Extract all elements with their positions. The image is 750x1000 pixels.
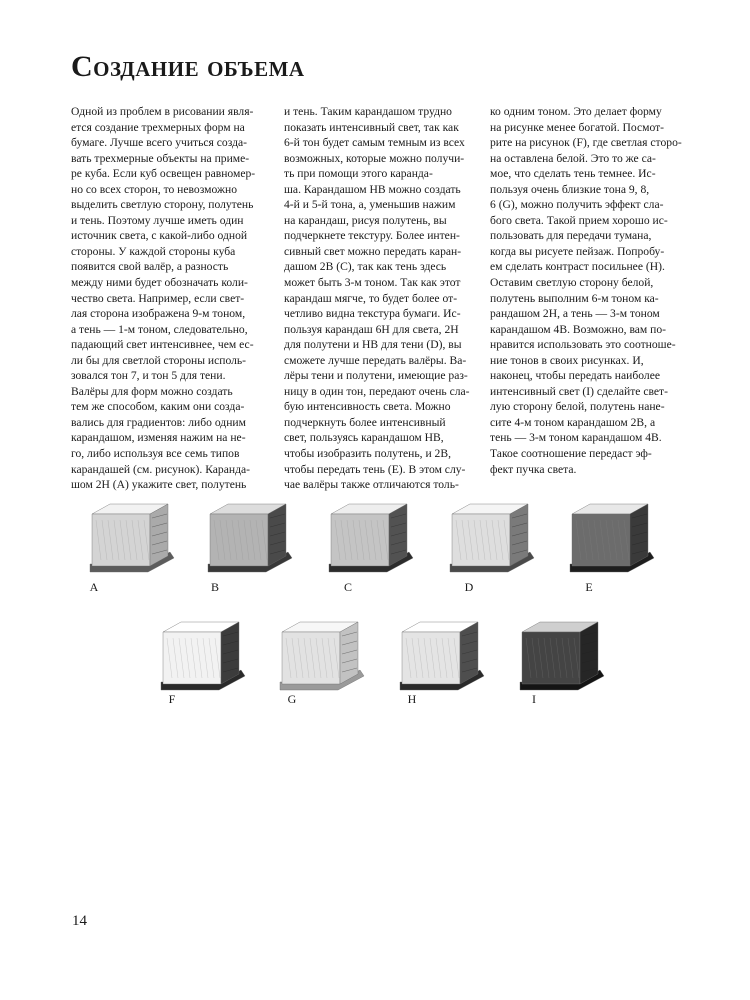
- text-line: стороны. У каждой стороны куба: [71, 244, 236, 258]
- text-line: падающий свет интенсивнее, чем ес-: [71, 338, 254, 352]
- cube-side-face: [150, 504, 168, 566]
- page-number: 14: [72, 913, 87, 929]
- cube-side-face: [389, 504, 407, 566]
- text-line: 6 (G), можно получить эффект сла-: [490, 198, 664, 212]
- text-line: шом 2H (А) укажите свет, полутень: [71, 478, 247, 492]
- text-line: лая сторона изображена 9-м тоном,: [71, 307, 246, 321]
- cube-label: C: [343, 580, 352, 594]
- text-line: для полутени и HB для тени (D), вы: [284, 338, 462, 352]
- text-line: может быть 3-м тоном. Так как этот: [284, 276, 461, 290]
- cube-label: H: [407, 692, 417, 706]
- text-line: свет, пользуясь карандашом HB,: [284, 431, 444, 445]
- cube-label: D: [464, 580, 474, 594]
- text-line: бую интенсивность света. Можно: [284, 400, 451, 414]
- text-line: Такое соотношение передаст эф-: [490, 447, 652, 461]
- text-line: источник света, с какой-либо одной: [71, 229, 248, 243]
- text-line: ется создание трехмерных форм на: [71, 120, 245, 134]
- cube-label: A: [89, 580, 99, 594]
- text-line: а тень — 1-м тоном, следовательно,: [71, 322, 248, 336]
- text-line: рите на рисунок (F), где светлая сторо-: [490, 136, 682, 150]
- text-line: Одной из проблем в рисовании явля-: [71, 105, 254, 118]
- text-line: лёры тени и полутени, имеющие раз-: [284, 369, 468, 383]
- text-line: сможете лучше передать валёры. Ва-: [284, 353, 467, 367]
- text-line: ть при помощи этого каранда-: [284, 167, 433, 181]
- text-line: карандаш мягче, то будет более от-: [284, 291, 458, 305]
- text-line: лую сторону белой, полутень нане-: [490, 400, 665, 414]
- cube-label: F: [168, 692, 176, 706]
- text-line: бумаге. Лучше всего учиться созда-: [71, 136, 248, 150]
- cube-label: I: [532, 692, 536, 706]
- page-title: Создание объема: [71, 50, 305, 83]
- text-line: Валёры для форм можно создать: [71, 384, 233, 398]
- text-line: вались для градиентов: либо одним: [71, 415, 246, 429]
- text-line: четливо видна текстура бумаги. Ис-: [284, 307, 461, 321]
- text-column-3: [490, 104, 695, 477]
- text-line: ем сделать контраст посильнее (H).: [490, 260, 665, 274]
- text-column-2: [284, 104, 489, 493]
- cube-label: E: [585, 580, 593, 594]
- text-line: ко одним тоном. Это делает форму: [490, 105, 662, 118]
- text-line: между ними будет обозначать коли-: [71, 276, 248, 290]
- text-line: возможных, которые можно получи-: [284, 151, 465, 165]
- text-line: ли бы для светлой стороны исполь-: [71, 353, 247, 367]
- text-line: и тень. Поэтому лучше иметь один: [71, 213, 244, 227]
- cube-side-face: [580, 622, 598, 684]
- text-line: карандашом 4B. Возможно, вам по-: [490, 322, 667, 336]
- text-line: пользовать для передачи тумана,: [490, 229, 652, 243]
- cube-side-face: [510, 504, 528, 566]
- text-line: бого света. Такой прием хорошо ис-: [490, 213, 668, 227]
- text-line: появится свой валёр, а разность: [71, 260, 229, 274]
- text-line: и тень. Таким карандашом трудно: [284, 105, 452, 118]
- cube-drawing: [159, 618, 249, 698]
- cube-side-face: [630, 504, 648, 566]
- text-line: го, либо используя все семь типов: [71, 447, 240, 461]
- cube-drawing: [448, 500, 538, 580]
- text-line: нравится использовать это соотноше-: [490, 338, 676, 352]
- text-line: тем же способом, каким они созда-: [71, 400, 245, 414]
- cube-drawing: [278, 618, 368, 698]
- text-line: мое, что сделать тень темнее. Ис-: [490, 167, 656, 181]
- text-line: фект пучка света.: [490, 462, 577, 476]
- cube-drawing: [398, 618, 488, 698]
- text-line: Оставим светлую сторону белой,: [490, 276, 654, 290]
- text-line: дашом 2B (С), так как тень здесь: [284, 260, 447, 274]
- cube-side-face: [340, 622, 358, 684]
- cube-label: B: [210, 580, 219, 594]
- text-line: подчеркнуть более интенсивный: [284, 415, 446, 429]
- cube-side-face: [268, 504, 286, 566]
- text-line: на рисунке менее богатой. Посмот-: [490, 120, 665, 134]
- text-line: пользуя карандаш 6H для света, 2H: [284, 322, 459, 336]
- text-line: карандашей (см. рисунок). Каранда-: [71, 462, 250, 476]
- text-line: сивный свет можно передать каран-: [284, 244, 462, 258]
- text-line: ша. Карандашом HB можно создать: [284, 182, 461, 196]
- cube-side-face: [460, 622, 478, 684]
- cube-drawing: [206, 500, 296, 580]
- text-line: выделить светлую сторону, полутень: [71, 198, 254, 212]
- text-line: чтобы передать тень (E). В этом слу-: [284, 462, 466, 476]
- text-line: подчеркнете текстуру. Более интен-: [284, 229, 460, 243]
- text-line: чтобы изобразить полутень, и 2B,: [284, 447, 451, 461]
- text-line: пользуя очень близкие тона 9, 8,: [490, 182, 650, 196]
- text-line: наконец, чтобы передать наиболее: [490, 369, 660, 383]
- cube-side-face: [221, 622, 239, 684]
- text-line: но со всех сторон, то невозможно: [71, 182, 237, 196]
- text-line: когда вы рисуете пейзаж. Попробу-: [490, 244, 665, 258]
- text-line: ние тонов в своих рисунках. И,: [490, 353, 644, 367]
- text-line: ре куба. Если куб освещен равномер-: [71, 167, 256, 181]
- text-line: сите 4-м тоном карандашом 2B, а: [490, 415, 656, 429]
- text-column-1: [71, 104, 276, 493]
- text-line: интенсивный свет (I) сделайте свет-: [490, 384, 668, 398]
- text-line: показать интенсивный свет, так как: [284, 120, 459, 134]
- cube-label: G: [287, 692, 297, 706]
- text-line: вать трехмерные объекты на приме-: [71, 151, 250, 165]
- text-line: тень — 3-м тоном карандашом 4B.: [490, 431, 662, 445]
- text-line: чество света. Например, если свет-: [71, 291, 245, 305]
- cube-drawing: [327, 500, 417, 580]
- text-line: чае валёры также отличаются толь-: [284, 478, 459, 492]
- text-line: 4-й и 5-й тона, а, уменьшив нажим: [284, 198, 456, 212]
- text-line: карандашом, изменяя нажим на не-: [71, 431, 246, 445]
- text-line: на карандаш, рисуя полутень, вы: [284, 213, 447, 227]
- cube-drawing: [88, 500, 178, 580]
- text-line: зовался тон 7, и тон 5 для тени.: [71, 369, 226, 383]
- text-line: на оставлена белой. Это то же са-: [490, 151, 656, 165]
- text-line: ницу в один тон, передают очень сла-: [284, 384, 470, 398]
- text-line: рандашом 2H, а тень — 3-м тоном: [490, 307, 660, 321]
- cube-drawing: [568, 500, 658, 580]
- cube-drawing: [518, 618, 608, 698]
- text-line: полутень выполним 6-м тоном ка-: [490, 291, 659, 305]
- text-line: 6-й тон будет самым темным из всех: [284, 136, 465, 150]
